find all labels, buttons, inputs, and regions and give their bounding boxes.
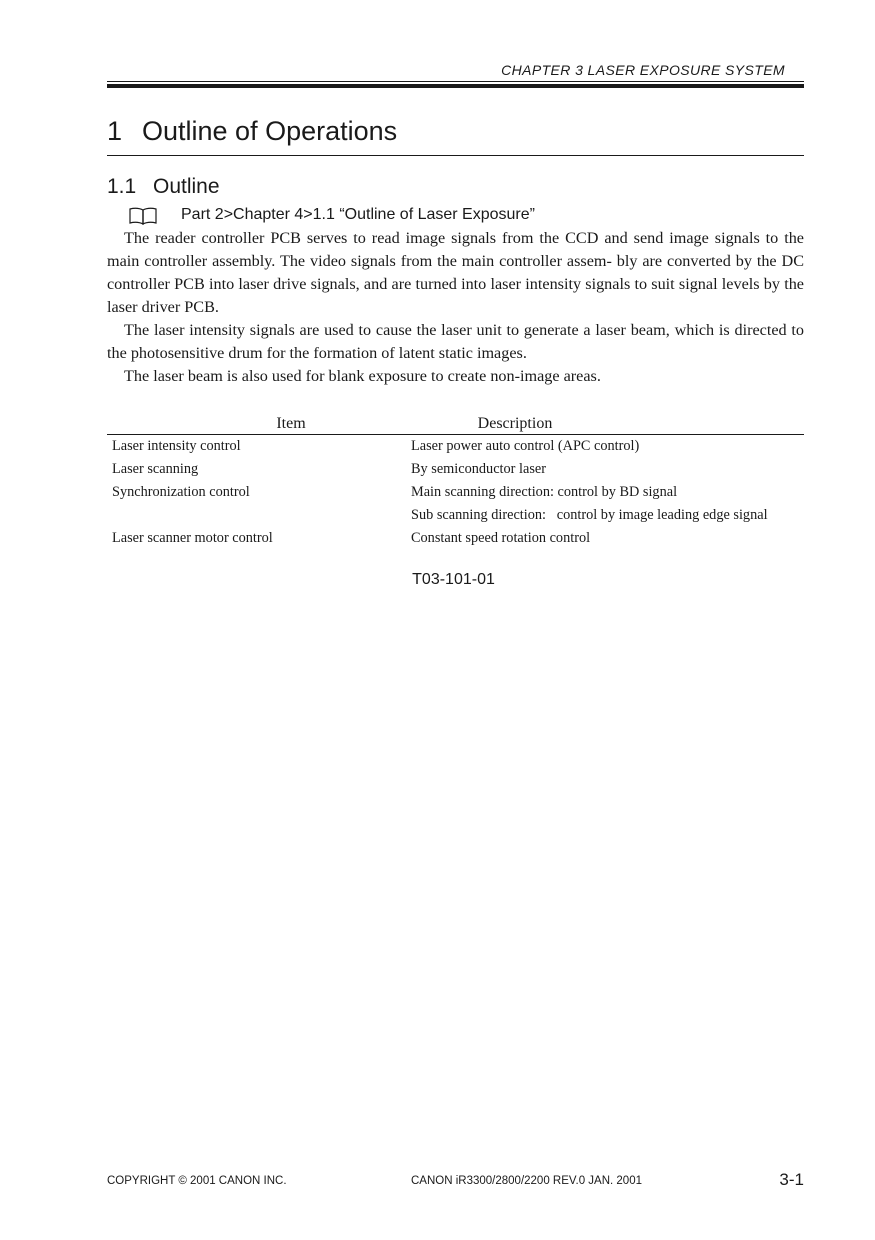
- column-header-description: Description: [411, 410, 804, 435]
- footer-model: CANON iR3300/2800/2200 REV.0 JAN. 2001: [411, 1175, 642, 1187]
- table-cell-description: Main scanning direction: control by BD signal: [411, 484, 678, 500]
- table-row: [107, 481, 804, 504]
- header-rule-thin: [107, 81, 804, 82]
- section-title: [107, 114, 397, 148]
- table-cell-item: Synchronization control: [112, 484, 250, 500]
- subsection-title-text: Outline: [153, 175, 220, 198]
- reference-text: Part 2>Chapter 4>1.1 “Outline of Laser Exposure”: [181, 206, 535, 223]
- subsection-title: [107, 173, 220, 201]
- section-number: 1: [107, 116, 123, 146]
- section-title-text: Outline of Operations: [142, 116, 398, 146]
- paragraph: The reader controller PCB serves to read image signals from the CCD and send image signals to the main controller assembly. The video signals from the main controller assem- bly are converted by the DC controller PCB into laser drive signals, and are turned into laser intensity signals to suit signal levels by the laser driver PCB.: [107, 229, 804, 316]
- paragraph: The laser intensity signals are used to cause the laser unit to generate a laser beam, which is directed to the photosensitive drum for the formation of latent static images.: [107, 321, 804, 362]
- body-text: [107, 227, 804, 388]
- page-number: 3-1: [779, 1170, 804, 1189]
- table-cell-item: Laser scanner motor control: [112, 530, 273, 546]
- book-icon: [128, 207, 158, 225]
- table-row: [107, 435, 804, 459]
- table-cell-description: By semiconductor laser: [411, 461, 546, 477]
- table-cell-description: Sub scanning direction: control by image leading edge signal: [411, 507, 768, 523]
- table-row: [107, 527, 804, 550]
- table-row: [107, 458, 804, 481]
- header-rule-thick: [107, 84, 804, 88]
- chapter-header: CHAPTER 3 LASER EXPOSURE SYSTEM: [501, 62, 785, 78]
- paragraph: The laser beam is also used for blank exposure to create non-image areas.: [124, 367, 601, 385]
- table-cell-description: Constant speed rotation control: [411, 530, 591, 546]
- column-header-item: Item: [107, 410, 411, 435]
- footer-copyright: COPYRIGHT © 2001 CANON INC.: [107, 1175, 287, 1187]
- subsection-number: 1.1: [107, 175, 137, 198]
- table-caption: T03-101-01: [412, 571, 495, 588]
- spec-table: [107, 410, 804, 550]
- table-row: [107, 504, 804, 527]
- table-header-row: [107, 410, 804, 435]
- table-cell-description: Laser power auto control (APC control): [411, 438, 640, 454]
- table-cell-item: Laser scanning: [112, 461, 199, 477]
- table-cell-item: [107, 504, 411, 527]
- table-cell-item: Laser intensity control: [112, 438, 241, 454]
- section-rule: [107, 155, 804, 156]
